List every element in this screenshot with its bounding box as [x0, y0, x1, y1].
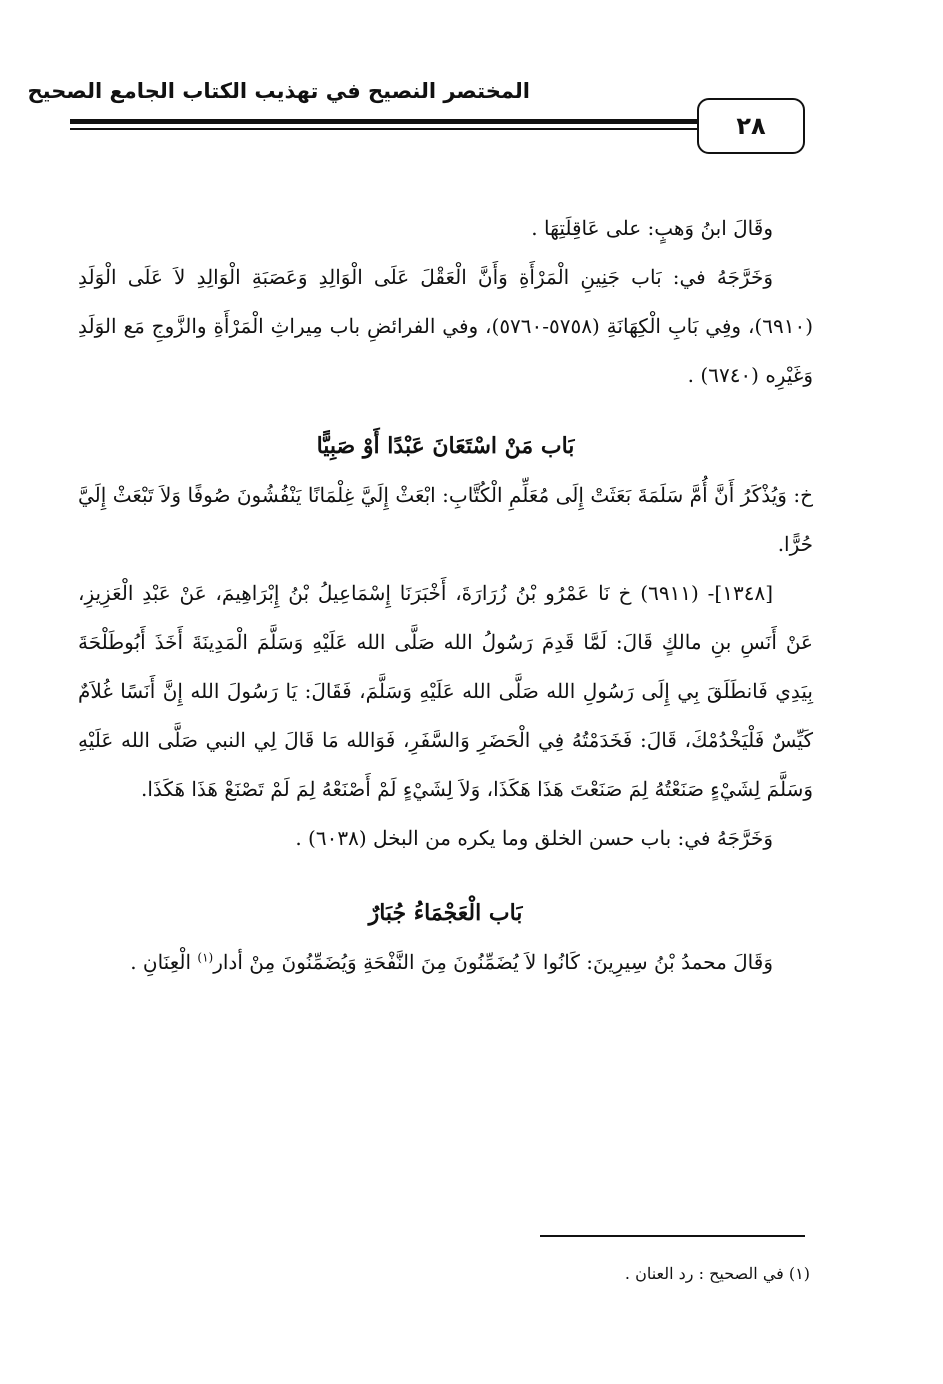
- running-title: المختصر النصيح في تهذيب الكتاب الجامع الصحيح: [27, 79, 530, 103]
- ibn-sirin-text-end: الْعِنَانِ .: [130, 950, 198, 974]
- body-text: [78, 204, 813, 987]
- paragraph-ibn-wahb: وقَالَ ابنُ وَهبٍ: على عَاقِلَتِهَا .: [531, 216, 773, 240]
- paragraph-takhrij-2: وَخَرَّجَهُ في: باب حسن الخلق وما يكره من البخل (٦٠٣٨) .: [295, 826, 773, 850]
- chapter-heading-1: بَاب مَنْ اسْتَعَانَ عَبْدًا أَوْ صَبِيًّا: [316, 433, 575, 459]
- page-number-box: [697, 98, 805, 154]
- chapter-heading-2: بَاب الْعَجْمَاءُ جُبَارٌ: [368, 900, 523, 926]
- page-number: ٢٨: [736, 112, 766, 140]
- header-rule-thick: [70, 119, 698, 124]
- paragraph-umm-salama: خ: وَيُذْكَرُ أَنَّ أُمَّ سَلَمَةَ بَعَثَتْ إِلَى مُعَلِّمِ الْكُتَّابِ: ابْعَثْ إِلَيَّ غِلْمَانًا يَنْفُشُونَ صُوفًا وَلاَ تَبْعَثْ إِلَيَّ حُرًّا.: [78, 483, 813, 556]
- footnote-rule: [540, 1235, 805, 1237]
- ibn-sirin-text: وَقَالَ محمدُ بْنُ سِيرِينَ: كَانُوا لاَ يُضَمِّنُونَ مِنَ النَّفْحَةِ وَيُضَمِّنُونَ مِنْ أدار: [213, 950, 773, 974]
- paragraph-ibn-sirin: [78, 938, 813, 987]
- footnote-marker: (١): [197, 950, 214, 965]
- hadith-1348: [١٣٤٨]- (٦٩١١) خ نَا عَمْرُو بْنُ زُرَارَةَ، أَخْبَرَنَا إِسْمَاعِيلُ بْنُ إِبْرَاهِيمَ، عَنْ عَبْدِ الْعَزِيزِ، عَنْ أَنَسِ بنِ مالكٍ قَالَ: لَمَّا قَدِمَ رَسُولُ الله صَلَّى الله عَلَيْهِ وَسَلَّمَ الْمَدِينَةَ أَخَذَ أَبُوطَلْحَةَ بِيَدِي فَانطَلَقَ بِي إِلَى رَسُولِ الله صَلَّى الله عَلَيْهِ وَسَلَّمَ، فَقَالَ: يَا رَسُولَ الله إِنَّ أَنَسًا غُلاَمٌ كَيِّسٌ فَلْيَخْدُمْكَ، قَالَ: فَخَدَمْتُهُ فِي الْحَضَرِ وَالسَّفَرِ، فَوَالله مَا قَالَ لِي النبي صَلَّى الله عَلَيْهِ وَسَلَّمَ لِشَيْءٍ صَنَعْتُهُ لِمَ صَنَعْتَ هَذَا هَكَذَا، وَلاَ لِشَيْءٍ لَمْ أَصْنَعْهُ لِمَ لَمْ تَصْنَعْ هَذَا هَكَذَا.: [78, 581, 813, 801]
- footnote: (١) في الصحيح : رد العنان .: [624, 1264, 810, 1283]
- header-rule-thin: [70, 128, 698, 130]
- paragraph-takhrij-1: وَخَرَّجَهُ في: بَاب جَنِينِ الْمَرْأَةِ وَأَنَّ الْعَقْلَ عَلَى الْوَالِدِ وَعَصَبَةِ الْوَالِدِ لاَ عَلَى الْوَلَدِ (٦٩١٠)، وفِي بَابِ الْكِهَانَةِ (٥٧٥٨-٥٧٦٠)، وفي الفرائضِ باب مِيراثِ الْمَرْأَةِ والزَّوجِ مَع الوَلَدِ وَغَيْرِه (٦٧٤٠) .: [78, 265, 814, 387]
